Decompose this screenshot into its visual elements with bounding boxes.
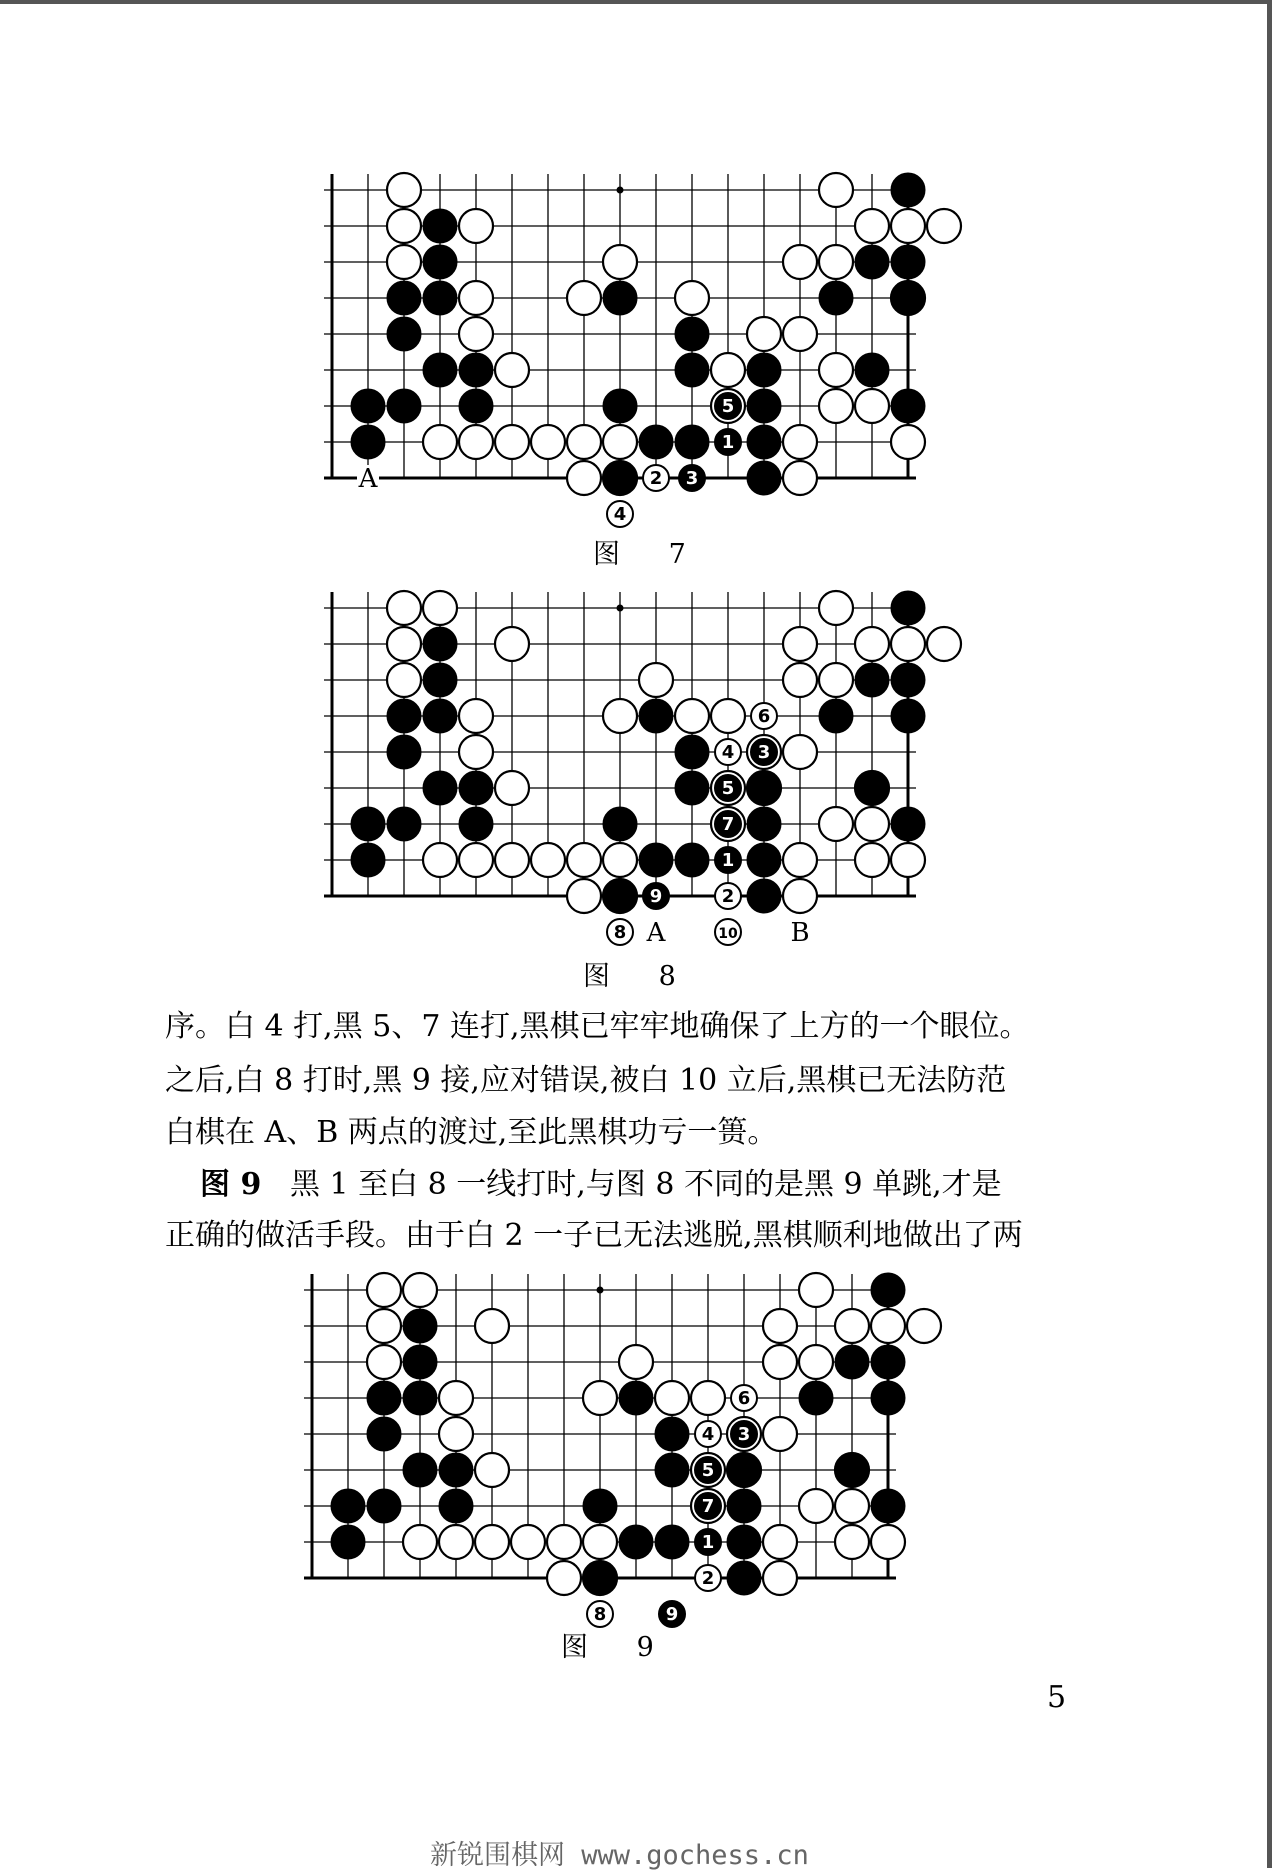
move-number: 7 [701, 1496, 715, 1517]
white-stone [799, 1489, 833, 1523]
paragraph-line-2: 之后,白 8 打时,黑 9 接,应对错误,被白 10 立后,黑棋已无法防范 [165, 1063, 1007, 1098]
white-stone [475, 1525, 509, 1559]
paragraph-line-4-text: 黑 1 至白 8 一线打时,与图 8 不同的是黑 9 单跳,才是 [289, 1167, 1002, 1202]
white-stone [855, 627, 889, 661]
black-stone [655, 1417, 689, 1451]
white-stone [927, 209, 961, 243]
black-stone [675, 735, 709, 769]
move-number: 4 [613, 504, 627, 525]
black-stone [439, 1453, 473, 1487]
figure-caption-8: 图 8 [583, 961, 696, 992]
black-stone [387, 699, 421, 733]
white-stone [531, 425, 565, 459]
white-stone [835, 1525, 869, 1559]
move-number: 4 [721, 742, 735, 763]
black-stone [603, 879, 637, 913]
black-stone [819, 281, 853, 315]
black-stone [423, 699, 457, 733]
black-stone [459, 771, 493, 805]
black-stone [619, 1525, 653, 1559]
move-number: 3 [757, 742, 771, 763]
paragraph-line-1: 序。白 4 打,黑 5、7 连打,黑棋已牢牢地确保了上方的一个眼位。 [165, 1009, 1030, 1044]
black-stone [459, 353, 493, 387]
black-stone [891, 245, 925, 279]
black-stone [331, 1489, 365, 1523]
white-stone [403, 1273, 437, 1307]
white-stone [459, 699, 493, 733]
white-stone [583, 1381, 617, 1415]
black-stone [603, 807, 637, 841]
paragraph-line-3: 白棋在 A、B 两点的渡过,至此黑棋功亏一篑。 [165, 1115, 778, 1150]
black-stone [423, 627, 457, 661]
star-point [597, 1287, 604, 1294]
white-stone [711, 699, 745, 733]
white-stone [387, 245, 421, 279]
black-stone [367, 1381, 401, 1415]
black-stone [655, 1525, 689, 1559]
white-stone [763, 1417, 797, 1451]
black-stone [871, 1381, 905, 1415]
move-number: 5 [721, 396, 735, 417]
black-stone [639, 843, 673, 877]
black-stone [639, 425, 673, 459]
white-stone [835, 1489, 869, 1523]
move-number: 8 [613, 922, 627, 943]
black-stone [459, 807, 493, 841]
black-stone [747, 353, 781, 387]
black-stone [891, 173, 925, 207]
move-number: 3 [737, 1424, 751, 1445]
white-stone [567, 879, 601, 913]
black-stone [675, 317, 709, 351]
black-stone [727, 1489, 761, 1523]
white-stone [639, 663, 673, 697]
black-stone [675, 771, 709, 805]
move-number: 5 [721, 778, 735, 799]
black-stone [747, 425, 781, 459]
black-stone [855, 771, 889, 805]
white-stone [423, 425, 457, 459]
white-stone [763, 1345, 797, 1379]
paragraph-line-5: 正确的做活手段。由于白 2 一子已无法逃脱,黑棋顺利地做出了两 [165, 1218, 1023, 1253]
white-stone [387, 627, 421, 661]
white-stone [567, 461, 601, 495]
move-number: 3 [685, 468, 699, 489]
white-stone [495, 771, 529, 805]
black-stone [403, 1453, 437, 1487]
black-stone [835, 1453, 869, 1487]
white-stone [819, 389, 853, 423]
black-stone [891, 281, 925, 315]
star-point [617, 605, 624, 612]
white-stone [459, 209, 493, 243]
white-stone [763, 1525, 797, 1559]
white-stone [495, 843, 529, 877]
white-stone [819, 173, 853, 207]
black-stone [603, 389, 637, 423]
white-stone [855, 389, 889, 423]
black-stone [387, 281, 421, 315]
black-stone [675, 843, 709, 877]
black-stone [727, 1561, 761, 1595]
white-stone [819, 663, 853, 697]
white-stone [711, 353, 745, 387]
black-stone [891, 699, 925, 733]
white-stone [763, 1309, 797, 1343]
black-stone [727, 1525, 761, 1559]
black-stone [747, 389, 781, 423]
white-stone [783, 879, 817, 913]
black-stone [583, 1489, 617, 1523]
white-stone [855, 209, 889, 243]
move-number: 6 [757, 706, 771, 727]
footer-watermark: 新锐围棋网 www.gochess.cn [430, 1840, 809, 1871]
black-stone [351, 425, 385, 459]
white-stone [423, 843, 457, 877]
move-number: 7 [721, 814, 735, 835]
page-number: 5 [1047, 1680, 1067, 1715]
move-number: 9 [649, 886, 663, 907]
black-stone [583, 1561, 617, 1595]
white-stone [783, 461, 817, 495]
white-stone [819, 807, 853, 841]
black-stone [835, 1345, 869, 1379]
black-stone [619, 1381, 653, 1415]
white-stone [891, 843, 925, 877]
white-stone [783, 425, 817, 459]
white-stone [855, 807, 889, 841]
paragraph-line-4 [200, 1167, 1100, 1202]
white-stone [459, 281, 493, 315]
white-stone [367, 1273, 401, 1307]
white-stone [783, 843, 817, 877]
white-stone [891, 627, 925, 661]
black-stone [387, 807, 421, 841]
black-stone [387, 735, 421, 769]
white-stone [783, 627, 817, 661]
star-point [617, 187, 624, 194]
white-stone [691, 1381, 725, 1415]
white-stone [619, 1345, 653, 1379]
black-stone [819, 699, 853, 733]
black-stone [387, 389, 421, 423]
white-stone [387, 663, 421, 697]
move-number: 6 [737, 1388, 751, 1409]
black-stone [871, 1345, 905, 1379]
white-stone [547, 1525, 581, 1559]
white-stone [819, 591, 853, 625]
white-stone [495, 353, 529, 387]
white-stone [439, 1417, 473, 1451]
black-stone [747, 771, 781, 805]
white-stone [819, 245, 853, 279]
white-stone [387, 209, 421, 243]
white-stone [655, 1381, 689, 1415]
move-number: 2 [701, 1568, 715, 1589]
black-stone [351, 807, 385, 841]
black-stone [855, 353, 889, 387]
white-stone [799, 1345, 833, 1379]
black-stone [871, 1273, 905, 1307]
white-stone [387, 173, 421, 207]
black-stone [855, 663, 889, 697]
white-stone [675, 281, 709, 315]
black-stone [387, 317, 421, 351]
black-stone [423, 353, 457, 387]
white-stone [603, 425, 637, 459]
white-stone [927, 627, 961, 661]
white-stone [783, 317, 817, 351]
white-stone [583, 1525, 617, 1559]
black-stone [459, 389, 493, 423]
black-stone [423, 209, 457, 243]
white-stone [495, 425, 529, 459]
move-number: 1 [721, 432, 735, 453]
black-stone [367, 1417, 401, 1451]
white-stone [403, 1525, 437, 1559]
white-stone [799, 1273, 833, 1307]
black-stone [675, 353, 709, 387]
black-stone [891, 389, 925, 423]
white-stone [567, 843, 601, 877]
black-stone [855, 245, 889, 279]
white-stone [747, 317, 781, 351]
white-stone [871, 1309, 905, 1343]
white-stone [547, 1561, 581, 1595]
figure-caption-7: 图 7 [593, 539, 706, 570]
white-stone [891, 425, 925, 459]
white-stone [475, 1309, 509, 1343]
black-stone [891, 807, 925, 841]
white-stone [367, 1345, 401, 1379]
black-stone [423, 663, 457, 697]
black-stone [351, 843, 385, 877]
black-stone [603, 281, 637, 315]
move-number: 2 [721, 886, 735, 907]
black-stone [603, 461, 637, 495]
white-stone [531, 843, 565, 877]
white-stone [423, 591, 457, 625]
white-stone [603, 245, 637, 279]
black-stone [871, 1489, 905, 1523]
go-diagram-fig8 [310, 590, 950, 948]
move-number: 9 [665, 1604, 679, 1625]
white-stone [763, 1561, 797, 1595]
black-stone [675, 425, 709, 459]
white-stone [855, 843, 889, 877]
black-stone [747, 461, 781, 495]
black-stone [403, 1345, 437, 1379]
black-stone [403, 1309, 437, 1343]
black-stone [891, 591, 925, 625]
white-stone [783, 735, 817, 769]
white-stone [783, 663, 817, 697]
white-stone [387, 591, 421, 625]
black-stone [727, 1453, 761, 1487]
black-stone [403, 1381, 437, 1415]
white-stone [475, 1453, 509, 1487]
go-diagram-fig7 [310, 172, 950, 525]
white-stone [439, 1381, 473, 1415]
white-stone [367, 1309, 401, 1343]
black-stone [747, 843, 781, 877]
white-stone [459, 843, 493, 877]
point-label: A [358, 464, 378, 494]
white-stone [567, 425, 601, 459]
point-label: A [646, 918, 666, 948]
black-stone [655, 1453, 689, 1487]
figure-caption-9: 图 9 [561, 1632, 674, 1663]
white-stone [439, 1525, 473, 1559]
white-stone [675, 699, 709, 733]
black-stone [639, 699, 673, 733]
black-stone [423, 245, 457, 279]
black-stone [351, 389, 385, 423]
black-stone [747, 807, 781, 841]
white-stone [871, 1525, 905, 1559]
white-stone [891, 209, 925, 243]
figure-9-reference-label: 图 9 [200, 1167, 262, 1202]
white-stone [907, 1309, 941, 1343]
black-stone [331, 1525, 365, 1559]
move-number: 1 [701, 1532, 715, 1553]
white-stone [495, 627, 529, 661]
white-stone [567, 281, 601, 315]
move-number: 8 [593, 1604, 607, 1625]
black-stone [367, 1489, 401, 1523]
white-stone [783, 245, 817, 279]
move-number: 10 [718, 926, 738, 942]
white-stone [459, 735, 493, 769]
go-diagram-fig9 [290, 1272, 930, 1625]
move-number: 5 [701, 1460, 715, 1481]
white-stone [603, 843, 637, 877]
move-number: 2 [649, 468, 663, 489]
black-stone [891, 663, 925, 697]
black-stone [423, 771, 457, 805]
white-stone [511, 1525, 545, 1559]
point-label: B [790, 918, 810, 948]
black-stone [799, 1381, 833, 1415]
white-stone [835, 1309, 869, 1343]
black-stone [439, 1489, 473, 1523]
white-stone [459, 425, 493, 459]
white-stone [603, 699, 637, 733]
white-stone [459, 317, 493, 351]
white-stone [819, 353, 853, 387]
move-number: 1 [721, 850, 735, 871]
move-number: 4 [701, 1424, 715, 1445]
black-stone [747, 879, 781, 913]
black-stone [423, 281, 457, 315]
